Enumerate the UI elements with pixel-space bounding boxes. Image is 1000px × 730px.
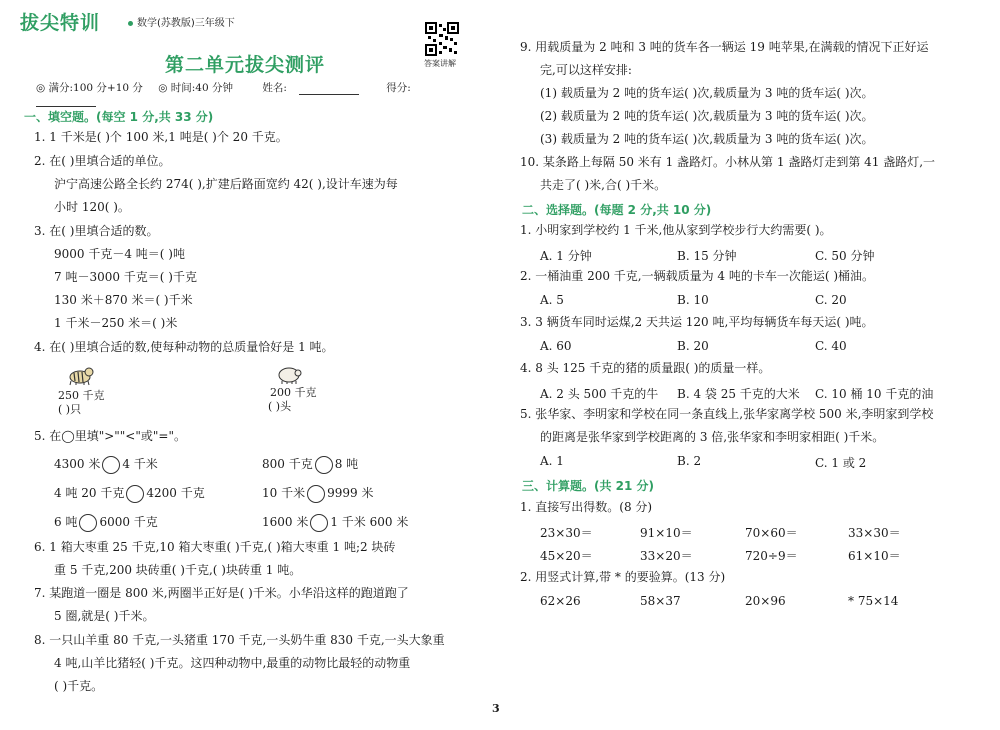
choice-5-option-c[interactable]: C. 1 或 2 [815, 456, 867, 470]
question-10-line-b: 共走了( )米,合( )千米。 [540, 178, 667, 192]
calc-item: 91×10＝ [640, 526, 693, 540]
compare-circle[interactable] [102, 456, 120, 474]
bullet-icon [128, 21, 133, 26]
question-3-item-a: 9000 千克－4 吨＝( )吨 [54, 247, 185, 261]
calc-item: 23×30＝ [540, 526, 593, 540]
vertical-calc-item: 20×96 [745, 594, 786, 608]
pig-icon [276, 364, 302, 384]
choice-5-option-a[interactable]: A. 1 [540, 454, 564, 468]
question-9-item-3: (3) 载质量为 2 吨的货车运( )次,载质量为 3 吨的货车运( )次。 [540, 132, 874, 146]
compare-row-1a: 4300 米 4 千米 [54, 455, 158, 474]
vertical-calc-item: 62×26 [540, 594, 581, 608]
tiger-weight: 250 千克 [58, 389, 105, 402]
choice-2-option-a[interactable]: A. 5 [540, 293, 564, 307]
pig-weight: 200 千克 [270, 386, 317, 399]
question-8-line-a: 8. 一只山羊重 80 千克,一头猪重 170 千克,一头奶牛重 830 千克,一头大象重 [34, 633, 445, 647]
score-field[interactable] [36, 96, 96, 107]
compare-circle[interactable] [307, 485, 325, 503]
question-4: 4. 在( )里填合适的数,使每种动物的总质量恰好是 1 吨。 [34, 340, 334, 354]
question-6-line-b: 重 5 千克,200 块砖重( )千克,( )块砖重 1 吨。 [54, 563, 302, 577]
question-5: 5. 在◯里填">""<"或"="。 [34, 429, 186, 443]
question-2-line-b: 小时 120( )。 [54, 200, 130, 214]
question-3-item-b: 7 吨－3000 千克＝( )千克 [54, 270, 197, 284]
choice-4-option-a[interactable]: A. 2 头 500 千克的牛 [540, 387, 659, 401]
question-10-line-a: 10. 某条路上每隔 50 米有 1 盏路灯。小林从第 1 盏路灯走到第 41 盏路灯,一 [520, 155, 936, 169]
choice-3: 3. 3 辆货车同时运煤,2 天共运 120 吨,平均每辆货车每天运( )吨。 [520, 315, 874, 329]
choice-2: 2. 一桶油重 200 千克,一辆载质量为 4 吨的卡车一次能运( )桶油。 [520, 269, 875, 283]
compare-circle[interactable] [315, 456, 333, 474]
question-9-line-a: 9. 用载质量为 2 吨和 3 吨的货车各一辆运 19 吨苹果,在满载的情况下正好运 [520, 40, 929, 54]
compare-row-2a: 4 吨 20 千克 4200 千克 [54, 484, 205, 503]
choice-4-option-c[interactable]: C. 10 桶 10 千克的油 [815, 387, 934, 401]
choice-5-line-a: 5. 张华家、李明家和学校在同一条直线上,张华家离学校 500 米,李明家到学校 [520, 407, 934, 421]
choice-1-option-c[interactable]: C. 50 分钟 [815, 249, 875, 263]
compare-circle[interactable] [79, 514, 97, 532]
vertical-calc-item: * 75×14 [848, 594, 899, 608]
calc-2: 2. 用竖式计算,带 * 的要验算。(13 分) [520, 570, 726, 584]
subject-label: 数学(苏教版)三年级下 [128, 14, 235, 29]
choice-3-option-a[interactable]: A. 60 [540, 339, 572, 353]
tiger-icon [66, 364, 94, 386]
choice-3-option-c[interactable]: C. 40 [815, 339, 847, 353]
choice-1-option-b[interactable]: B. 15 分钟 [677, 249, 737, 263]
vertical-calc-item: 58×37 [640, 594, 681, 608]
compare-row-3a: 6 吨 6000 千克 [54, 513, 158, 532]
choice-4: 4. 8 头 125 千克的猪的质量跟( )的质量一样。 [520, 361, 771, 375]
compare-circle[interactable] [310, 514, 328, 532]
calc-1: 1. 直接写出得数。(8 分) [520, 500, 653, 514]
question-7-line-b: 5 圈,就是( )千米。 [54, 609, 155, 623]
section-calculation: 三、计算题。(共 21 分) [522, 479, 655, 493]
question-6-line-a: 6. 1 箱大枣重 25 千克,10 箱大枣重( )千克,( )箱大枣重 1 吨;2 块砖 [34, 540, 396, 554]
pig-count: ( )头 [268, 400, 292, 413]
calc-item: 70×60＝ [745, 526, 798, 540]
question-7-line-a: 7. 某跑道一圈是 800 米,两圈半正好是( )千米。小华沿这样的跑道跑了 [34, 586, 409, 600]
section-fill-in: 一、填空题。(每空 1 分,共 33 分) [24, 110, 214, 124]
name-field[interactable] [299, 84, 359, 95]
page-title: 第二单元拔尖测评 [165, 54, 326, 76]
choice-2-option-b[interactable]: B. 10 [677, 293, 709, 307]
choice-4-option-b[interactable]: B. 4 袋 25 千克的大米 [677, 387, 800, 401]
compare-row-2b: 10 千米 9999 米 [262, 484, 373, 503]
qr-code-icon[interactable] [425, 22, 459, 56]
exam-meta: ◎ 满分:100 分+10 分 ◎ 时间:40 分钟 姓名: 得分: [36, 80, 476, 107]
question-9-item-1: (1) 载质量为 2 吨的货车运( )次,载质量为 3 吨的货车运( )次。 [540, 86, 874, 100]
question-3-item-c: 130 米＋870 米＝( )千米 [54, 293, 193, 307]
compare-row-1b: 800 千克 8 吨 [262, 455, 358, 474]
calc-item: 61×10＝ [848, 549, 901, 563]
question-3: 3. 在( )里填合适的数。 [34, 224, 159, 238]
question-3-item-d: 1 千米－250 米＝( )米 [54, 316, 178, 330]
choice-5-option-b[interactable]: B. 2 [677, 454, 702, 468]
question-2-line-a: 沪宁高速公路全长约 274( ),扩建后路面宽约 42( ),设计车速为每 [54, 177, 398, 191]
choice-1-option-a[interactable]: A. 1 分钟 [540, 249, 592, 263]
question-8-line-b: 4 吨,山羊比猪轻( )千克。这四种动物中,最重的动物比最轻的动物重 [54, 656, 411, 670]
choice-1: 1. 小明家到学校约 1 千米,他从家到学校步行大约需要( )。 [520, 223, 832, 237]
calc-item: 33×20＝ [640, 549, 693, 563]
compare-row-3b: 1600 米 1 千米 600 米 [262, 513, 408, 532]
question-1: 1. 1 千米是( )个 100 米,1 吨是( )个 20 千克。 [34, 130, 288, 144]
choice-2-option-c[interactable]: C. 20 [815, 293, 847, 307]
compare-circle[interactable] [126, 485, 144, 503]
calc-item: 720÷9＝ [745, 549, 798, 563]
question-9-line-b: 完,可以这样安排: [540, 63, 632, 77]
section-multiple-choice: 二、选择题。(每题 2 分,共 10 分) [522, 203, 712, 217]
choice-5-line-b: 的距离是张华家到学校距离的 3 倍,张华家和李明家相距( )千米。 [540, 430, 885, 444]
qr-label: 答案讲解 [424, 59, 456, 68]
calc-item: 33×30＝ [848, 526, 901, 540]
choice-3-option-b[interactable]: B. 20 [677, 339, 709, 353]
question-9-item-2: (2) 载质量为 2 吨的货车运( )次,载质量为 3 吨的货车运( )次。 [540, 109, 874, 123]
brand-logo: 拔尖特训 [20, 12, 101, 34]
page-number: 3 [492, 702, 500, 715]
question-2: 2. 在( )里填合适的单位。 [34, 154, 171, 168]
calc-item: 45×20＝ [540, 549, 593, 563]
question-8-line-c: ( )千克。 [54, 679, 104, 693]
tiger-count: ( )只 [58, 403, 82, 416]
